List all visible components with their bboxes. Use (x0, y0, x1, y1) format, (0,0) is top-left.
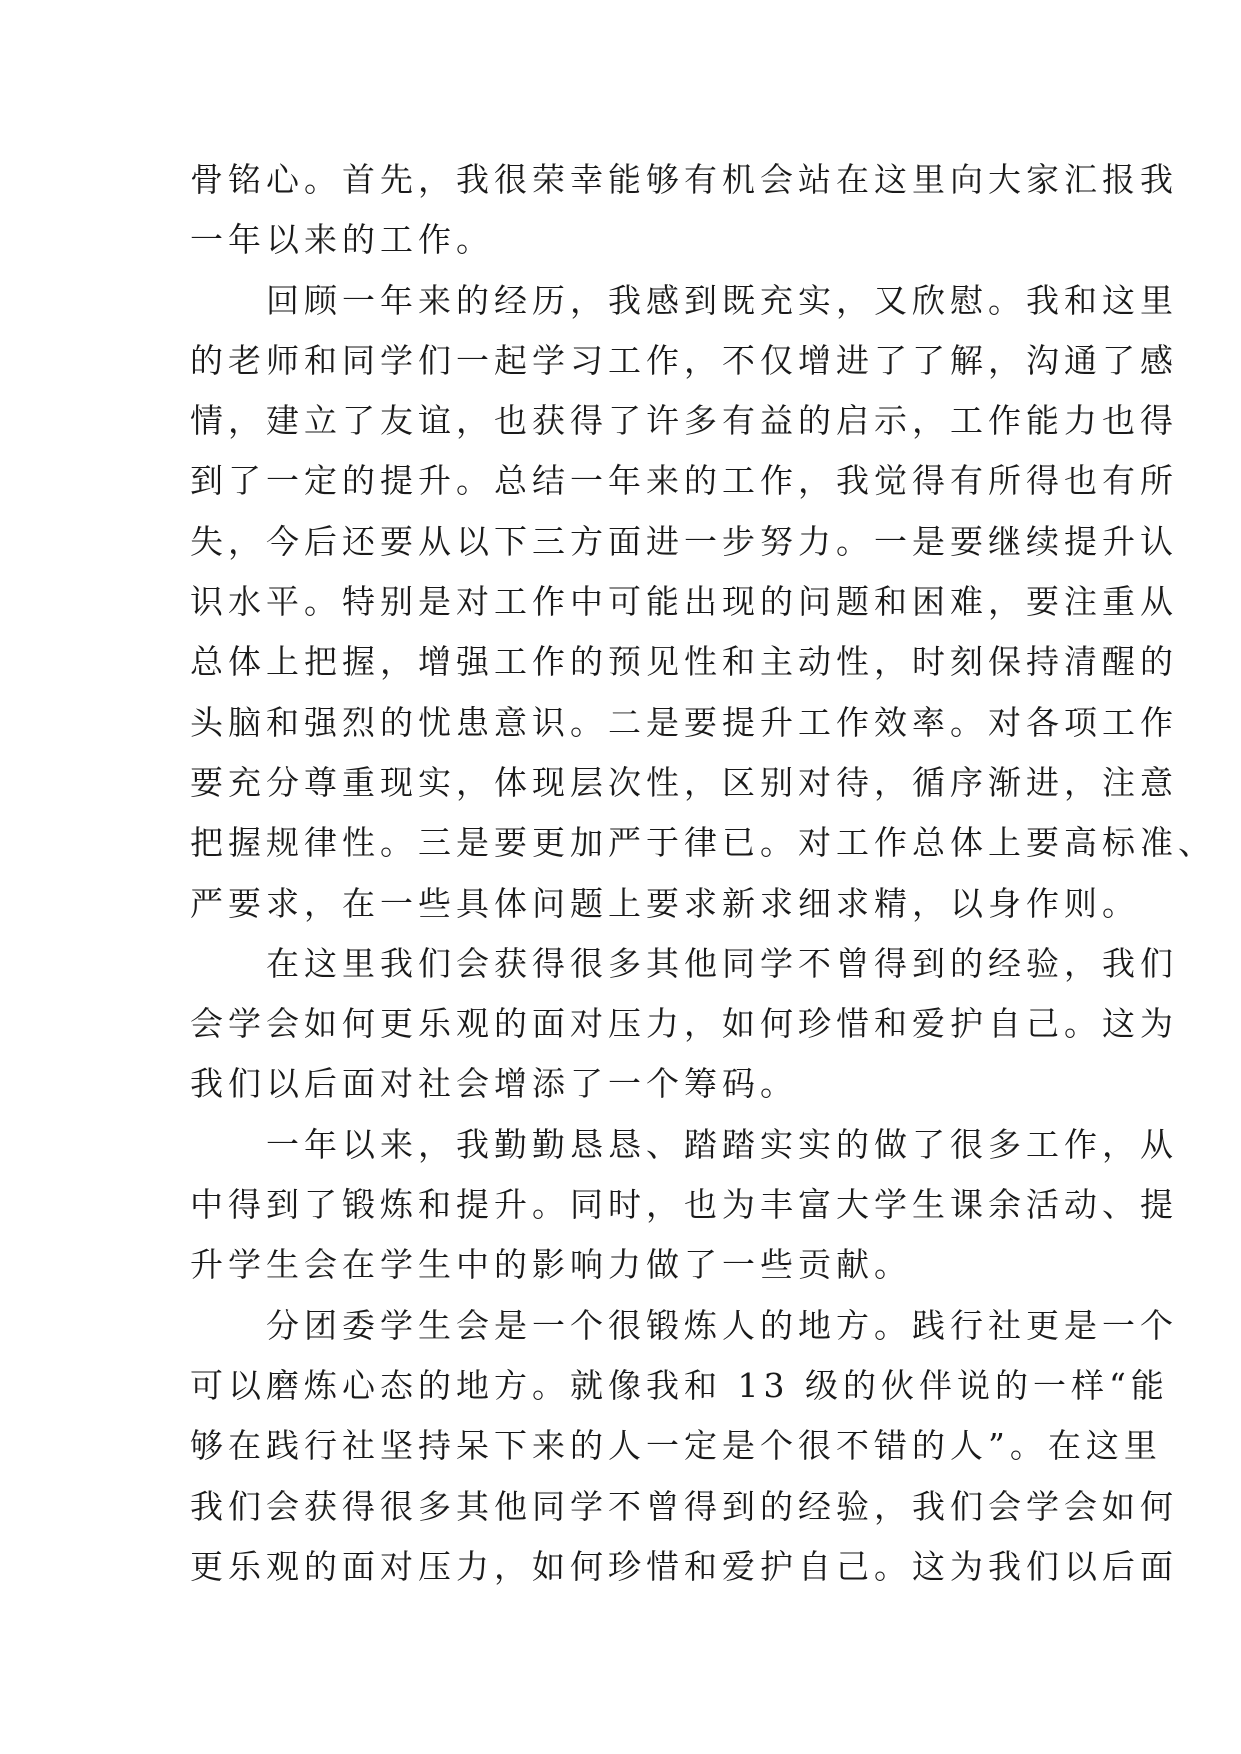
paragraph-start-line: 回顾一年来的经历，我感到既充实，又欣慰。我和这里 (266, 280, 1178, 320)
text-line: 一年以来的工作。 (190, 220, 494, 260)
text-line: 可以磨炼心态的地方。就像我和 13 级的伙伴说的一样“能 (190, 1365, 1169, 1405)
text-line: 我们会获得很多其他同学不曾得到的经验，我们会学会如何 (190, 1486, 1178, 1526)
text-line: 总体上把握，增强工作的预见性和主动性，时刻保持清醒的 (190, 642, 1178, 682)
paragraph-start-line: 一年以来，我勤勤恳恳、踏踏实实的做了很多工作，从 (266, 1124, 1178, 1164)
text-line: 我们以后面对社会增添了一个筹码。 (190, 1064, 798, 1104)
text-line: 更乐观的面对压力，如何珍惜和爱护自己。这为我们以后面 (190, 1546, 1178, 1586)
text-line: 把握规律性。三是要更加严于律已。对工作总体上要高标准、 (190, 823, 1216, 863)
text-line: 到了一定的提升。总结一年来的工作，我觉得有所得也有所 (190, 461, 1178, 501)
text-line: 情，建立了友谊，也获得了许多有益的启示，工作能力也得 (190, 401, 1178, 441)
text-line: 识水平。特别是对工作中可能出现的问题和困难，要注重从 (190, 582, 1178, 622)
text-line: 头脑和强烈的忧患意识。二是要提升工作效率。对各项工作 (190, 702, 1178, 742)
text-line: 严要求，在一些具体问题上要求新求细求精，以身作则。 (190, 883, 1140, 923)
text-line: 的老师和同学们一起学习工作，不仅增进了了解，沟通了感 (190, 340, 1178, 380)
text-line: 会学会如何更乐观的面对压力，如何珍惜和爱护自己。这为 (190, 1004, 1178, 1044)
text-line: 要充分尊重现实，体现层次性，区别对待，循序渐进，注意 (190, 762, 1178, 802)
paragraph-start-line: 在这里我们会获得很多其他同学不曾得到的经验，我们 (266, 943, 1178, 983)
paragraph-start-line: 分团委学生会是一个很锻炼人的地方。践行社更是一个 (266, 1305, 1178, 1345)
document-body (190, 150, 1216, 1597)
text-line: 骨铭心。首先，我很荣幸能够有机会站在这里向大家汇报我 (190, 160, 1178, 199)
text-line: 失，今后还要从以下三方面进一步努力。一是要继续提升认 (190, 521, 1178, 561)
text-line: 升学生会在学生中的影响力做了一些贡献。 (190, 1245, 912, 1285)
text-line: 中得到了锻炼和提升。同时，也为丰富大学生课余活动、提 (190, 1185, 1178, 1225)
text-line: 够在践行社坚持呆下来的人一定是个很不错的人”。在这里 (190, 1426, 1162, 1466)
